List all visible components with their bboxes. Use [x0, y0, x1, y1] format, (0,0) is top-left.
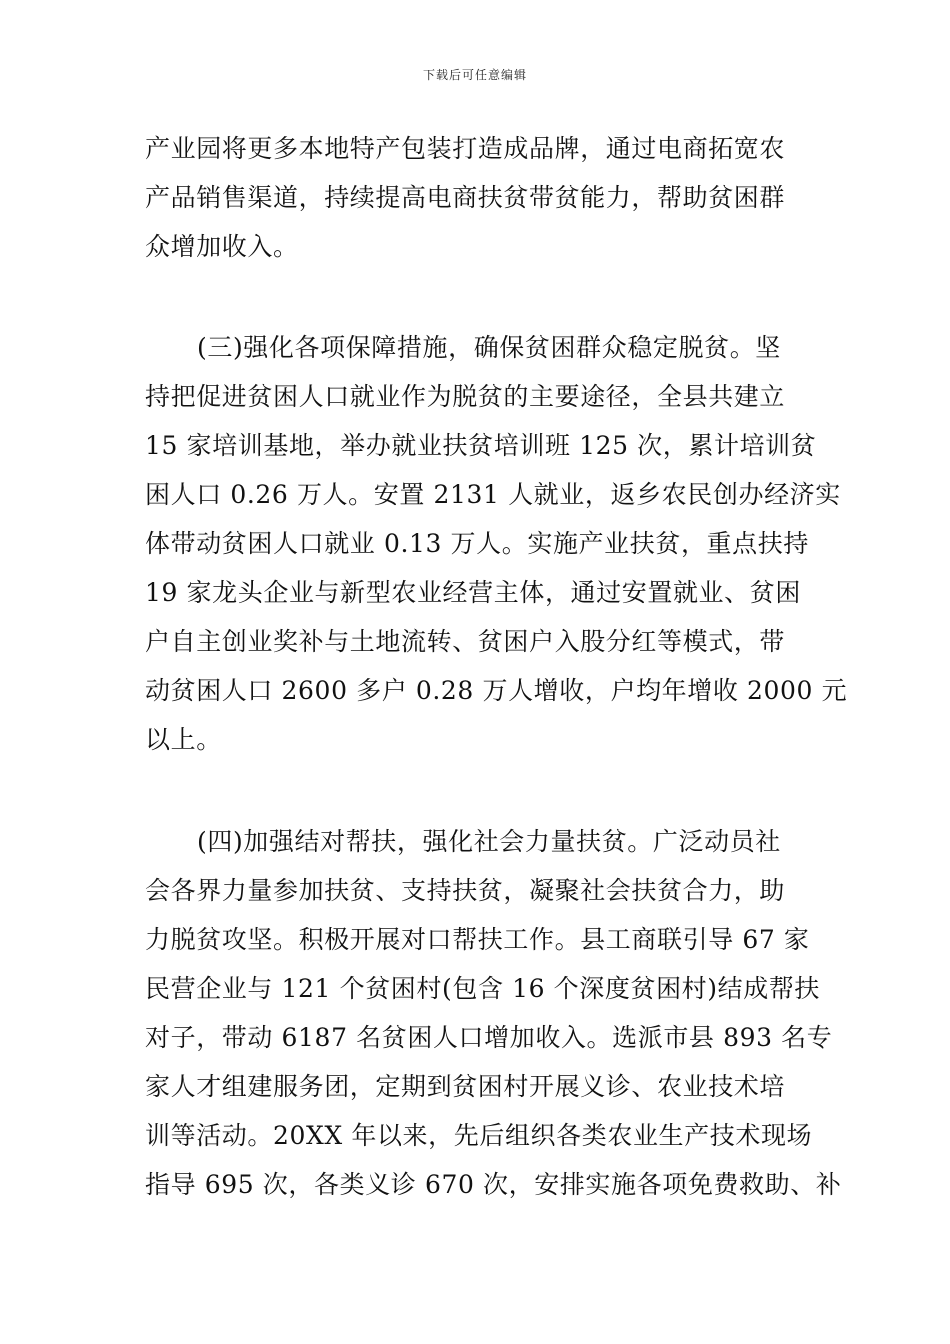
text-line: 动贫困人口 2600 多户 0.28 万人增收，户均年增收 2000 元	[145, 676, 848, 705]
text-line: (四)加强结对帮扶，强化社会力量扶贫。广泛动员社	[197, 827, 781, 856]
text-line: 众增加收入。	[145, 232, 299, 261]
text-line: 指导 695 次，各类义诊 670 次，安排实施各项免费救助、补	[145, 1170, 842, 1199]
text-line: 户自主创业奖补与土地流转、贫困户入股分红等模式，带	[145, 627, 786, 656]
text-line: 以上。	[145, 725, 222, 754]
text-line: 训等活动。20XX 年以来，先后组织各类农业生产技术现场	[145, 1121, 813, 1150]
text-line: 力脱贫攻坚。积极开展对口帮扶工作。县工商联引导 67 家	[145, 925, 810, 954]
paragraph-1	[145, 124, 810, 271]
text-line: 产业园将更多本地特产包装打造成品牌，通过电商拓宽农	[145, 134, 786, 163]
text-line: 对子，带动 6187 名贫困人口增加收入。选派市县 893 名专	[145, 1023, 833, 1052]
paragraph-2	[145, 323, 848, 764]
page-header: 下载后可任意编辑	[422, 68, 527, 82]
text-line: 19 家龙头企业与新型农业经营主体，通过安置就业、贫困	[145, 578, 801, 607]
text-line: 体带动贫困人口就业 0.13 万人。实施产业扶贫，重点扶持	[145, 529, 809, 558]
text-line: 家人才组建服务团，定期到贫困村开展义诊、农业技术培	[145, 1072, 786, 1101]
paragraph-3	[145, 817, 842, 1209]
text-line: 15 家培训基地，举办就业扶贫培训班 125 次，累计培训贫	[145, 431, 817, 460]
text-line: (三)强化各项保障措施，确保贫困群众稳定脱贫。坚	[197, 333, 781, 362]
text-line: 困人口 0.26 万人。安置 2131 人就业，返乡农民创办经济实	[145, 480, 841, 509]
text-line: 民营企业与 121 个贫困村(包含 16 个深度贫困村)结成帮扶	[145, 974, 821, 1003]
text-line: 产品销售渠道，持续提高电商扶贫带贫能力，帮助贫困群	[145, 183, 786, 212]
text-line: 持把促进贫困人口就业作为脱贫的主要途径，全县共建立	[145, 382, 786, 411]
text-line: 会各界力量参加扶贫、支持扶贫，凝聚社会扶贫合力，助	[145, 876, 786, 905]
